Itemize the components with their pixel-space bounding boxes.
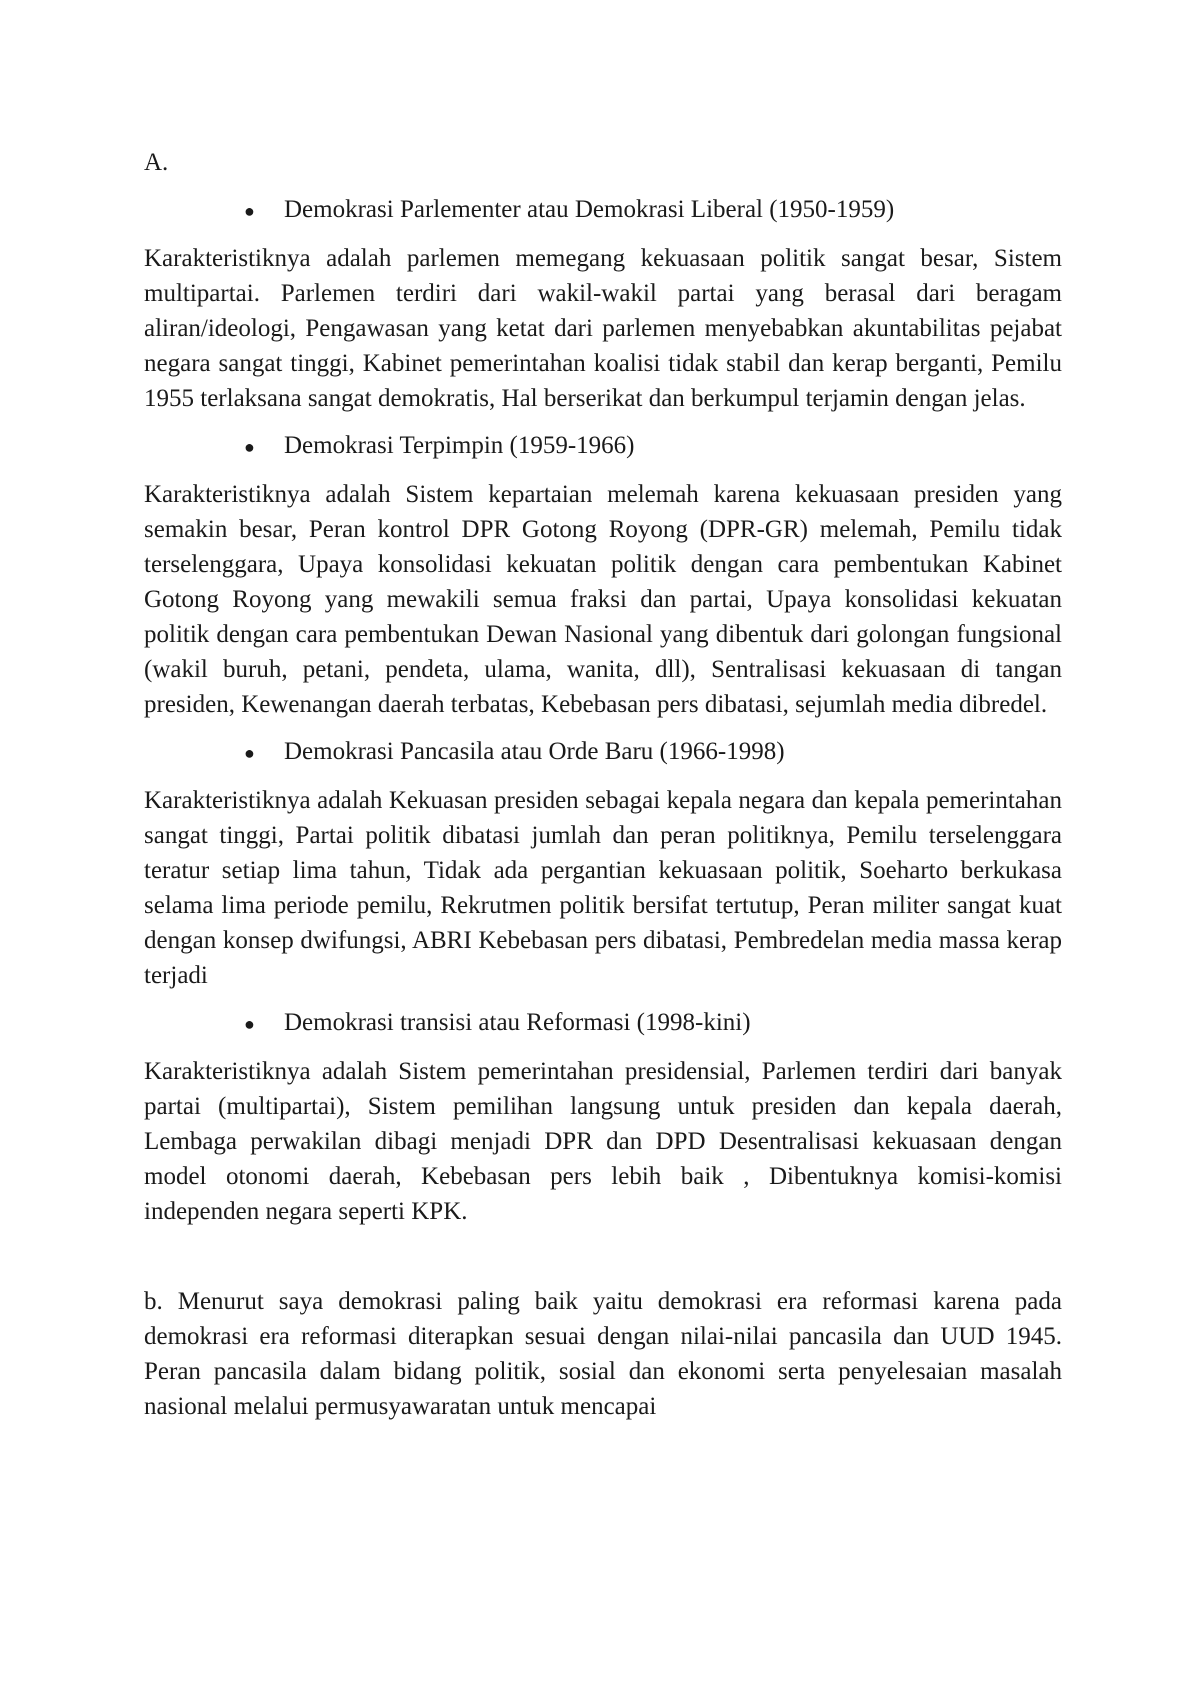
paragraph-section-b: b. Menurut saya demokrasi paling baik yaitu demokrasi era reformasi karena pada demokrasi era reformasi diterapkan sesuai dengan nilai-nilai pancasila dan UUD 1945. Peran pancasila dalam bidang politik, sosial dan ekonomi serta penyelesaian masalah nasional melalui permusyawaratan untuk mencapai [144,1288,1062,1420]
bullet-item-reformasi [144,1005,1062,1042]
bullet-heading: Demokrasi Parlementer atau Demokrasi Liberal (1950-1959) [284,196,895,223]
bullet-dot-icon: ● [244,437,255,457]
paragraph-liberal: Karakteristiknya adalah parlemen memegang kekuasaan politik sangat besar, Sistem multipartai. Parlemen terdiri dari wakil-wakil partai yang berasal dari beragam aliran/ideologi, Pengawasan yang ketat dari parlemen menyebabkan akuntabilitas pejabat negara sangat tinggi, Kabinet pemerintahan koalisi tidak stabil dan kerap berganti, Pemilu 1955 terlaksana sangat demokratis, Hal berserikat dan berkumpul terjamin dengan jelas. [144,245,1062,412]
paragraph-terpimpin: Karakteristiknya adalah Sistem kepartaian melemah karena kekuasaan presiden yang semakin besar, Peran kontrol DPR Gotong Royong (DPR-GR) melemah, Pemilu tidak terselenggara, Upaya konsolidasi kekuatan politik dengan cara pembentukan Kabinet Gotong Royong yang mewakili semua fraksi dan partai, Upaya konsolidasi kekuatan politik dengan cara pembentukan Dewan Nasional yang dibentuk dari golongan fungsional (wakil buruh, petani, pendeta, ulama, wanita, dll), Sentralisasi kekuasaan di tangan presiden, Kewenangan daerah terbatas, Kebebasan pers dibatasi, sejumlah media dibredel. [144,481,1062,718]
section-a-label: A. [144,149,169,176]
paragraph-orde-baru: Karakteristiknya adalah Kekuasan presiden sebagai kepala negara dan kepala pemerintahan sangat tinggi, Partai politik dibatasi jumlah dan peran politiknya, Pemilu terselenggara teratur setiap lima tahun, Tidak ada pergantian kekuasaan politik, Soeharto berkukasa selama lima periode pemilu, Rekrutmen politik bersifat tertutup, Peran militer sangat kuat dengan konsep dwifungsi, ABRI Kebebasan pers dibatasi, Pembredelan media massa kerap terjadi [144,787,1062,989]
bullet-dot-icon: ● [244,1014,255,1034]
bullet-dot-icon: ● [244,743,255,763]
document-page [144,145,1062,1436]
paragraph-reformasi: Karakteristiknya adalah Sistem pemerintahan presidensial, Parlemen terdiri dari banyak partai (multipartai), Sistem pemilihan langsung untuk presiden dan kepala daerah, Lembaga perwakilan dibagi menjadi DPR dan DPD Desentralisasi kekuasaan dengan model otonomi daerah, Kebebasan pers lebih baik , Dibentuknya komisi-komisi independen negara seperti KPK. [144,1058,1062,1225]
bullet-heading: Demokrasi Terpimpin (1959-1966) [284,432,635,459]
bullet-item-terpimpin [144,428,1062,465]
bullet-heading: Demokrasi Pancasila atau Orde Baru (1966-1998) [284,738,785,765]
paragraph-gap [144,1241,1062,1284]
bullet-item-liberal [144,192,1062,229]
bullet-dot-icon: ● [244,201,255,221]
bullet-item-orde-baru [144,734,1062,771]
bullet-heading: Demokrasi transisi atau Reformasi (1998-kini) [284,1009,751,1036]
